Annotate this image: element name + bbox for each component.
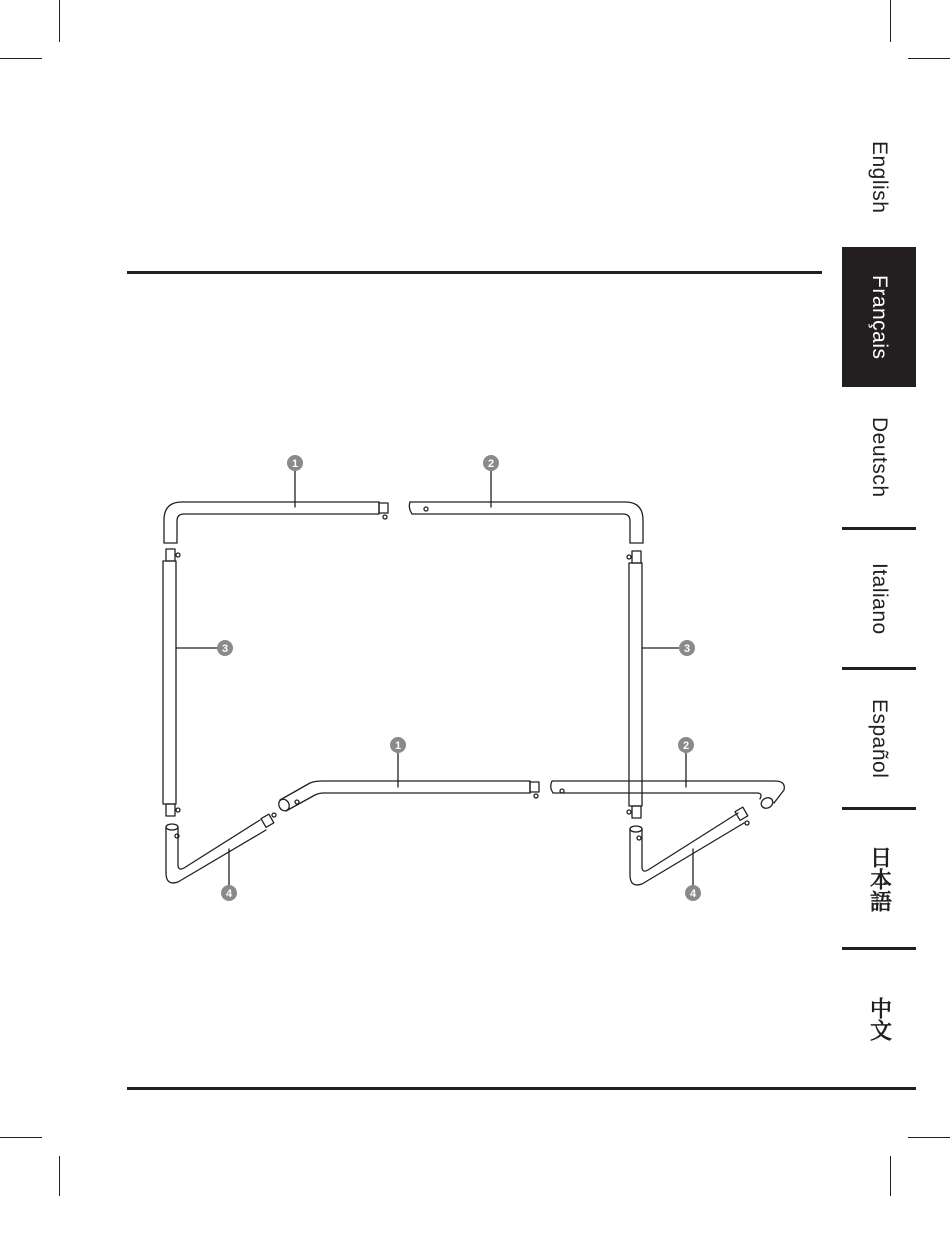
callout-number: 1 (394, 740, 402, 752)
callout-top-left-rail (287, 455, 303, 471)
right-foot (630, 807, 749, 886)
callout-lower-right-rail (678, 737, 694, 753)
tab-label: Italiano (868, 562, 891, 635)
callout-top-right-rail (483, 455, 499, 471)
tab-label: English (868, 140, 891, 214)
callout-right-foot (685, 885, 701, 901)
callout-number: 4 (225, 888, 233, 900)
left-post (163, 549, 218, 816)
callout-right-post (679, 640, 695, 656)
right-post (627, 551, 680, 818)
tab-label: 日本語 (866, 845, 892, 912)
callout-number: 4 (689, 888, 697, 900)
lower-left-rail (277, 752, 539, 813)
left-foot (166, 813, 276, 886)
top-right-rail (409, 470, 643, 543)
callout-number: 1 (291, 458, 299, 470)
tab-label: 中文 (866, 996, 892, 1041)
tab-label: Español (868, 698, 891, 779)
lower-right-rail (551, 752, 785, 810)
tab-label: Deutsch (868, 416, 891, 498)
tab-label: Français (868, 274, 891, 360)
callout-number: 3 (221, 643, 229, 655)
callout-number: 3 (683, 643, 691, 655)
callout-left-post (217, 640, 233, 656)
callout-lower-left-rail (390, 737, 406, 753)
callout-number: 2 (487, 458, 495, 470)
top-left-rail (164, 470, 388, 543)
callout-number: 2 (682, 740, 690, 752)
callout-left-foot (221, 885, 237, 901)
